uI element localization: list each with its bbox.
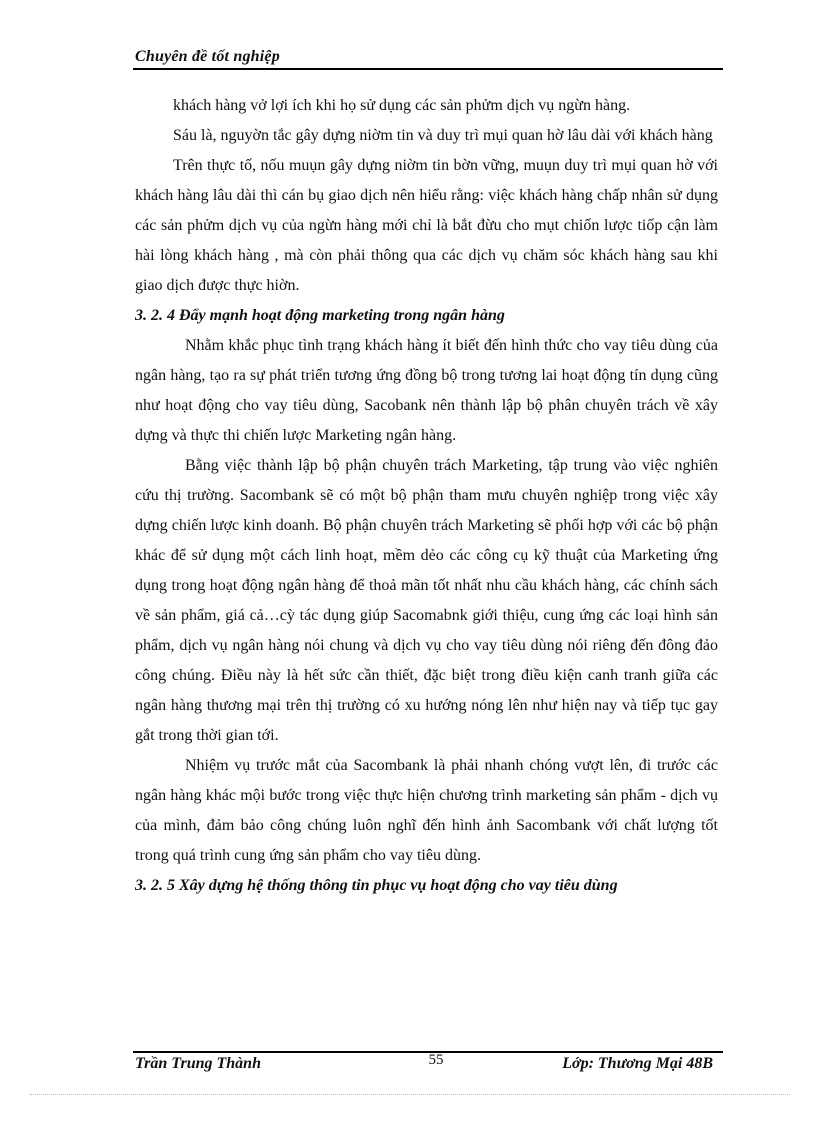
footer-class: Lớp: Thương Mại 48B [562, 1055, 713, 1072]
section-heading: 3. 2. 4 Đẩy mạnh hoạt động marketing trong ngân hàng [135, 307, 505, 324]
header-title: Chuyên đề tốt nghiệp [135, 48, 280, 65]
page-number: 55 [428, 1052, 444, 1068]
document-body [135, 91, 718, 901]
header-divider [133, 68, 723, 70]
footer-author: Trần Trung Thành [135, 1055, 261, 1072]
paragraph: Nhằm khắc phục tình trạng khách hàng ít biết đến hình thức cho vay tiêu dùng của ngân hàng, tạo ra sự phát triển tương ứng đồng bộ trong tương lai hoạt động tín dụng cũng như hoạt động cho vay tiêu dùng, Sacobank nên thành lập bộ phân chuyên trách về xây dựng và thực thi chiến lược Marketing ngân hàng. [135, 337, 718, 444]
page-edge-divider [30, 1094, 790, 1095]
paragraph: Nhiệm vụ trước mắt của Sacombank là phải nhanh chóng vượt lên, đi trước các ngân hàng khác mội bước trong việc thực hiện chương trình marketing sản phẩm - dịch vụ của mình, đảm bảo công chúng luôn nghĩ đến hình ảnh Sacombank với chất lượng tốt trong quá trình cung ứng sản phẩm cho vay tiêu dùng. [135, 757, 718, 864]
paragraph: Trên thực tố, nốu muụn gây dựng niờm tin bờn vững, muụn duy trì mụi quan hờ với khách hàng lâu dài thì cán bụ giao dịch nên hiểu rằng: việc khách hàng chấp nhân sử dụng các sản phửm dịch vụ của ngừn hàng mới chỉ là bắt đừu cho mụt chiốn lược tiốp cận làm hài lòng khách hàng , mà còn phải thông qua các dịch vụ chăm sóc khách hàng sau khi giao dịch được thực hiờn. [135, 157, 718, 294]
paragraph: Sáu là, nguyờn tắc gây dựng niờm tin và duy trì mụi quan hờ lâu dài với khách hàng [173, 127, 713, 144]
paragraph: khách hàng vở lợi ích khi họ sử dụng các sản phửm dịch vụ ngừn hàng. [173, 97, 631, 114]
paragraph: Bằng việc thành lập bộ phận chuyên trách Marketing, tập trung vào việc nghiên cứu thị trường. Sacombank sẽ có một bộ phận tham mưu chuyên nghiệp trong việc xây dựng chiến lược kinh doanh. Bộ phận chuyên trách Marketing sẽ phối hợp với các bộ phận khác để sử dụng một cách linh hoạt, mềm dẻo các công cụ kỹ thuật của Marketing ứng dụng trong hoạt động ngân hàng để thoả mãn tốt nhất nhu cầu khách hàng, các chính sách về sản phẩm, giá cả…cỳ tác dụng giúp Sacomabnk giới thiệu, cung ứng các loại hình sản phẩm, dịch vụ ngân hàng nói chung và dịch vụ cho vay tiêu dùng nói riêng đến đông đảo công chúng. Điều này là hết sức cần thiết, đặc biệt trong điều kiện canh tranh giữa các ngân hàng thương mại trên thị trường có xu hướng nóng lên như hiện nay và tiếp tục gay gắt trong thời gian tới. [135, 457, 718, 744]
section-heading: 3. 2. 5 Xây dựng hệ thống thông tin phục vụ hoạt động cho vay tiêu dùng [135, 877, 618, 894]
